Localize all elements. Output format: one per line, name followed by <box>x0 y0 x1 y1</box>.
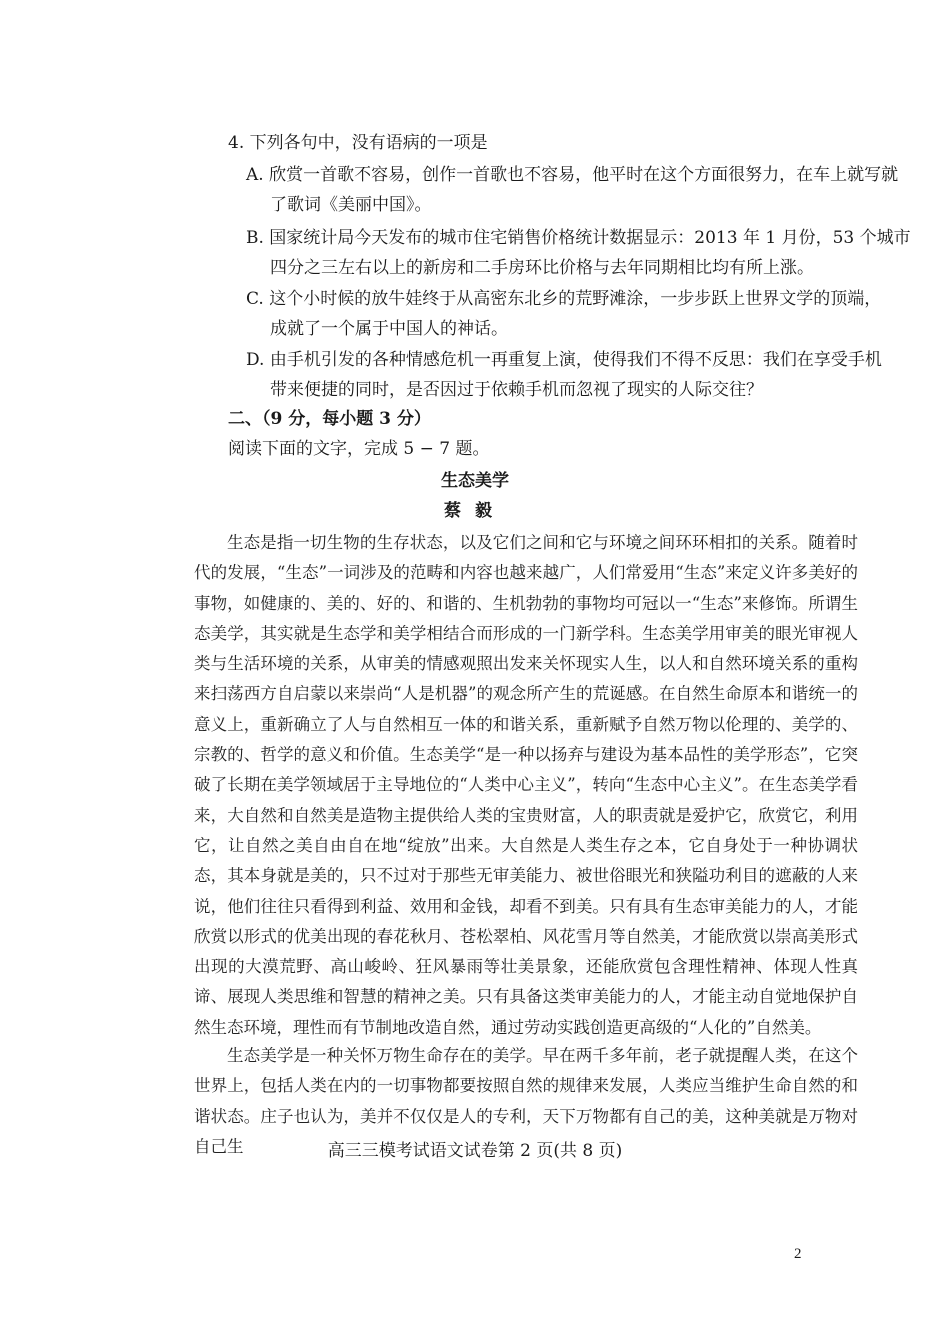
option-a-line1: A. 欣赏一首歌不容易，创作一首歌也不容易，他平时在这个方面很努力，在车上就写就 <box>246 165 899 185</box>
option-c-line1: C. 这个小时候的放牛娃终于从高密东北乡的荒野滩涂，一步步跃上世界文学的顶端， <box>246 289 882 309</box>
question-4-stem: 4. 下列各句中，没有语病的一项是 <box>228 133 488 153</box>
section-2-instruction: 阅读下面的文字，完成 5 − 7 题。 <box>228 439 490 459</box>
section-2-heading: 二、（9 分，每小题 3 分） <box>228 409 431 429</box>
article-paragraph-2: 生态美学是一种关怀万物生命存在的美学。早在两千多年前，老子就提醒人类，在这个世界上，包括人类在内的一切事物都要按照自然的规律来发展，人类应当维护生命自然的和谐状态。庄子也认为，美并不仅仅是人的专利，天下万物都有自己的美，这种美就是万物对自己生 <box>194 1046 858 1156</box>
article-title: 生态美学 <box>441 471 509 491</box>
page-footer: 高三三模考试语文试卷第 2 页(共 8 页) <box>327 1141 623 1161</box>
option-b-line1: B. 国家统计局今天发布的城市住宅销售价格统计数据显示：2013 年 1 月份，53 个城市 <box>246 228 911 248</box>
option-d-line2: 带来便捷的同时，是否因过于依赖手机而忽视了现实的人际交往？ <box>270 380 763 400</box>
article-paragraph-1: 生态是指一切生物的生存状态，以及它们之间和它与环境之间环环相扣的关系。随着时代的发展，“生态”一词涉及的范畴和内容也越来越广，人们常爱用“生态”来定义许多美好的事物，如健康的、美的、好的、和谐的、生机勃勃的事物均可冠以一“生态”来修饰。所谓生态美学，其实就是生态学和美学相结合而形成的一门新学科。生态美学用审美的眼光审视人类与生活环境的关系，从审美的情感观照出发来关怀现实人生，以人和自然环境关系的重构来扫荡西方自启蒙以来崇尚“人是机器”的观念所产生的荒诞感。在自然生命原本和谐统一的意义上，重新确立了人与自然相互一体的和谐关系，重新赋予自然万物以伦理的、美学的、宗教的、哲学的意义和价值。生态美学“是一种以扬弃与建设为基本品性的美学形态”，它突破了长期在美学领域居于主导地位的“人类中心主义”，转向“生态中心主义”。在生态美学看来，大自然和自然美是造物主提供给人类的宝贵财富，人的职责就是爱护它，欣赏它，利用它，让自然之美自由自在地“绽放”出来。大自然是人类生存之本，它自身处于一种协调状态，其本身就是美的，只不过对于那些无审美能力、被世俗眼光和狭隘功利目的遮蔽的人来说，他们往往只看得到利益、效用和金钱，却看不到美。只有具有生态审美能力的人，才能欣赏以形式的优美出现的春花秋月、苍松翠柏、风花雪月等自然美，才能欣赏以崇高美形式出现的大漠荒野、高山峻岭、狂风暴雨等壮美景象，还能欣赏包含理性精神、体现人性真谛、展现人类思维和智慧的精神之美。只有具备这类审美能力的人，才能主动自觉地保护自然生态环境，理性而有节制地改造自然，通过劳动实践创造更高级的“人化的”自然美。 <box>194 533 858 1037</box>
option-a-line2: 了歌词《美丽中国》。 <box>270 195 432 215</box>
option-b-line2: 四分之三左右以上的新房和二手房环比价格与去年同期相比均有所上涨。 <box>270 258 814 278</box>
page-number: 2 <box>794 1246 802 1262</box>
option-c-line2: 成就了一个属于中国人的神话。 <box>270 319 508 339</box>
article-author: 蔡毅 <box>444 501 506 521</box>
option-d-line1: D. 由手机引发的各种情感危机一再重复上演，使得我们不得不反思：我们在享受手机 <box>246 350 882 370</box>
